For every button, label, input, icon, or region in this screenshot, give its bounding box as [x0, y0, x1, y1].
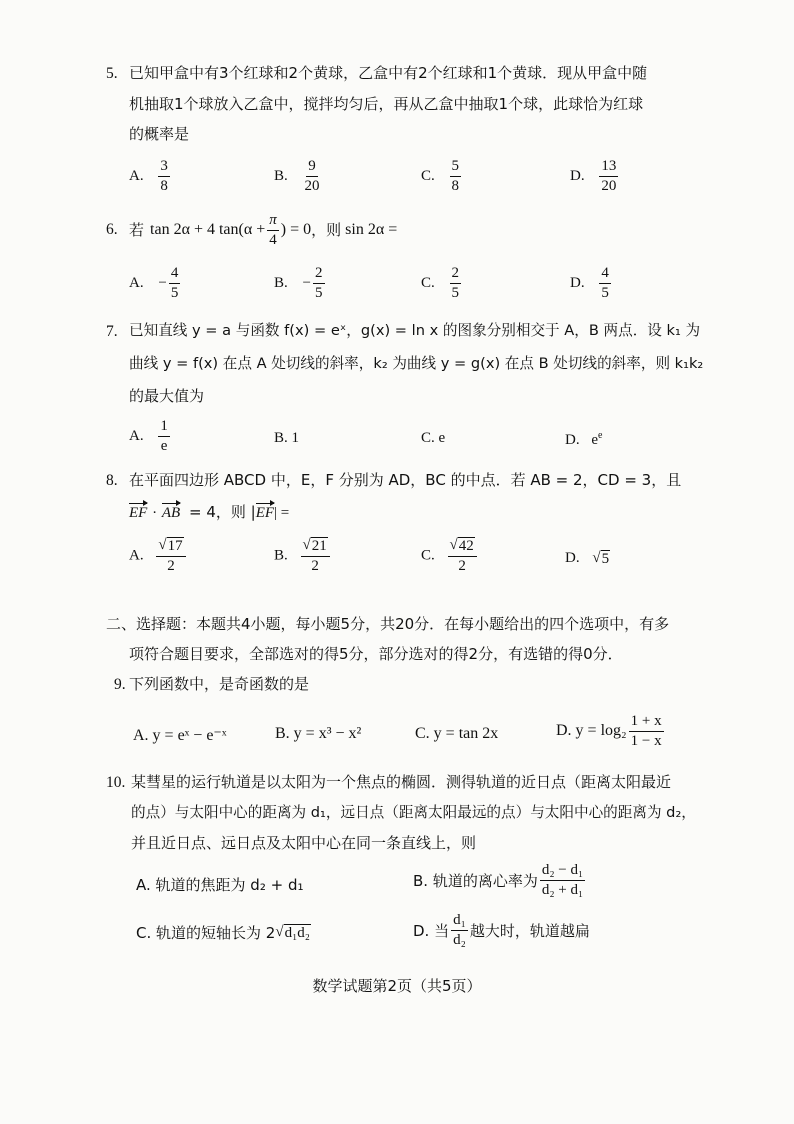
- q10-line1: 某彗星的运行轨道是以太阳为一个焦点的椭圆．测得轨道的近日点（距离太阳最近: [131, 773, 672, 791]
- q10-option-b: B. 轨道的离心率为 $\frac{\text{d₂ − d₁}}{\text{d₂ + d₁}}$: [413, 862, 584, 898]
- q7-option-b: B. 1: [274, 430, 300, 446]
- q9-option-b: B. y = x³ − x²: [275, 725, 362, 742]
- q5-number: 5.: [106, 65, 118, 82]
- q5-option-c: C. $\frac{5}{8}$: [421, 158, 460, 194]
- q10-option-a: A. 轨道的焦距为 d₂ + d₁: [136, 876, 304, 894]
- q8-number: 8.: [106, 472, 118, 489]
- q10-line3: 并且近日点、远日点及太阳中心在同一条直线上，则: [131, 834, 477, 852]
- q6-option-d: D. $\frac{4}{5}$: [570, 265, 609, 301]
- page-footer: 数学试题第2页（共5页）: [312, 977, 482, 995]
- q10-option-d: D. 当 $\frac{\text{d₁}}{\text{d₂}}$ 越大时，轨道越扁: [413, 912, 590, 948]
- q7-line2: 曲线 y = f(x) 在点 A 处切线的斜率，k₂ 为曲线 y = g(x) 在点 B 处切线的斜率，则 k₁k₂: [129, 355, 704, 372]
- q9-text: 下列函数中，是奇函数的是: [129, 675, 310, 693]
- q8-line1: 在平面四边形 ABCD 中，E，F 分别为 AD，BC 的中点．若 AB = 2，CD = 3，且: [129, 471, 682, 489]
- q5-option-d: D. $\frac{13}{20}$: [570, 158, 617, 194]
- section2-line1: 二、选择题：本题共4小题，每小题5分，共20分．在每小题给出的四个选项中，有多: [106, 615, 670, 633]
- q7-option-c: C. e: [421, 430, 446, 446]
- q7-option-d: D. $e^e$: [565, 430, 603, 448]
- q5-option-a: A. $\frac{3}{8}$: [129, 158, 168, 194]
- q6-option-b: B. − $\frac{2}{5}$: [274, 265, 323, 301]
- q10-option-c: C. 轨道的短轴长为 2 √ d₁d₂: [136, 923, 311, 942]
- q8-option-d: D. √ 5: [565, 550, 610, 567]
- q8-option-c: C. √ 42 2: [421, 537, 479, 574]
- q7-number: 7.: [106, 323, 118, 340]
- q6-option-a: A. − $\frac{4}{5}$: [129, 265, 179, 301]
- q9-option-a: A. y = eˣ − e⁻ˣ: [133, 727, 227, 744]
- q5-option-b: B. $\frac{9}{20}$: [274, 158, 320, 194]
- q9-option-d: D. y = log₂ $\frac{1 + x}{1 - x}$: [556, 713, 662, 749]
- q7-line3: 的最大值为: [129, 387, 205, 405]
- q6-stem: 若 tan 2α + 4 tan(α + $\frac{\pi}{4}$ ) = 0 ，则 sin 2α =: [129, 212, 398, 248]
- q6-number: 6.: [106, 221, 118, 238]
- q7-option-a: A. $\frac{1}{e}$: [129, 418, 168, 454]
- q5-line2: 机抽取1个球放入乙盒中，搅拌均匀后，再从乙盒中抽取1个球，此球恰为红球: [129, 95, 644, 113]
- q6-option-c: C. $\frac{2}{5}$: [421, 265, 460, 301]
- q5-line3: 的概率是: [129, 125, 190, 143]
- q8-option-b: B. √ 21 2: [274, 537, 332, 574]
- q9-option-c: C. y = tan 2x: [415, 725, 499, 742]
- q9-number: 9.: [114, 676, 126, 693]
- q7-line1: 已知直线 y = a 与函数 f(x) = eˣ，g(x) = ln x 的图象分别相交于 A，B 两点．设 k₁ 为: [129, 322, 701, 339]
- q10-number: 10.: [106, 774, 126, 791]
- q10-line2: 的点）与太阳中心的距离为 d₁，远日点（距离太阳最远的点）与太阳中心的距离为 d₂，: [131, 804, 696, 821]
- q8-option-a: A. √ 17 2: [129, 537, 188, 574]
- section2-line2: 项符合题目要求，全部选对的得5分，部分选对的得2分，有选错的得0分．: [129, 645, 623, 663]
- q8-line2: EF · AB = 4，则 |EF| =: [129, 503, 290, 521]
- q5-line1: 已知甲盒中有3个红球和2个黄球，乙盒中有2个红球和1个黄球．现从甲盒中随: [129, 64, 648, 82]
